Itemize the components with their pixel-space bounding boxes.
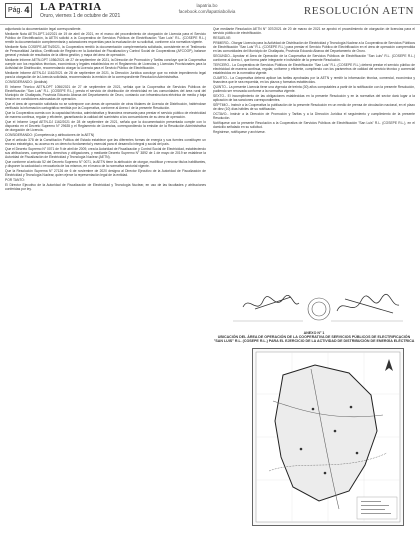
left-column: [5, 27, 206, 532]
paragraph: PRIMERO.- Otorgar Licencia para la Actividad de Distribución de Electricidad y Tecnología Nuclear a la Cooperativa de Servicios Públicos de Electrificación "San Luis" R.L. (COSEPE R.L.) para prestar el Servicio Público de Electrificación en el área de operación comprendida en las comunidades del Municipio de Challapata, Provincia Eduardo Abaroa del Departamento de Oruro.: [213, 41, 415, 53]
paragraph: Que el Informe Legal AETN-DJ 1162/2021 de 28 de septiembre de 2021, señala que la documentación presentada cumple con lo dispuesto en el Decreto Supremo N° 29635 y el Reglamento de Licencias, correspondiendo la emisión de la Resolución Administrativa de otorgación de Licencia.: [5, 120, 206, 132]
paragraph: Que la Cooperativa cuenta con la capacidad técnica, administrativa y financiera necesaria para prestar el servicio público de electricidad de manera continua, regular y eficiente, garantizando la calidad del suministro a los consumidores de su área de operación.: [5, 111, 206, 119]
paragraph: Que conforme al artículo 52 del Decreto Supremo N° 0071, la AETN tiene la atribución de otorgar, modificar y renovar títulos habilitantes, y disponer la caducidad o revocatoria de los mismos, en el marco de la normativa sectorial vigente.: [5, 160, 206, 168]
paragraph: Que el artículo 378 de la Constitución Política del Estado establece que las diferentes formas de energía y sus fuentes constituyen un recurso estratégico, su acceso es un derecho fundamental y esencial para el desarrollo integral y social del país.: [5, 138, 206, 146]
paragraph: CONSIDERANDO: (Competencia y atribuciones de la AETN): [5, 133, 95, 137]
dateline: Oruro, viernes 1 de octubre de 2021: [40, 13, 121, 19]
paragraph: OCTAVO.- Instruir a la Dirección de Promoción y Tarifas y a la Dirección Jurídica el seguimiento y cumplimiento de la presente Resolución.: [213, 112, 415, 120]
annex-title: UBICACIÓN DEL ÁREA DE OPERACIÓN DE LA COOPERATIVA DE SERVICIOS PÚBLICOS DE ELECTRIFICACIÓN "SAN LUIS" R.L. (COSEPE R.L.) PARA EL EJERCICIO DE LA ACTIVIDAD DE DISTRIBUCIÓN DE ENERGÍA ELÉCTRICA: [213, 335, 415, 344]
page-label: Pág.: [8, 7, 23, 14]
website-link: lapatria.bo: [196, 3, 218, 8]
annex-heading: [213, 331, 415, 344]
paragraph: adjuntando la documentación legal correspondiente.: [5, 27, 82, 31]
paragraph: Notifíquese con la presente Resolución a la Cooperativa de Servicios Públicos de Electrificación "San Luis" R.L. (COSEPE R.L.), en el domicilio señalado en su solicitud.: [213, 121, 415, 129]
signature: [243, 295, 299, 309]
official-stamp: [308, 298, 330, 320]
paragraph: Regístrese, notifíquese y archívese.: [213, 130, 266, 134]
map-graphic: [253, 349, 403, 525]
operation-area-map: [252, 348, 404, 526]
right-column: [213, 27, 415, 286]
paragraph: SEGUNDO.- Aprobar el Área de Operación de la Cooperativa de Servicios Públicos de Electrificación "San Luis" R.L. (COSEPE R.L.) conforme al Anexo I, que forma parte integrante e indivisible de la presente Resolución.: [213, 54, 415, 62]
paragraph: CUARTO.- La Cooperativa deberá aplicar las tarifas aprobadas por la AETN y remitir la información técnica, comercial, económica y financiera que le sea requerida, en los plazos y formatos establecidos.: [213, 76, 415, 84]
paragraph: POR TANTO:: [5, 178, 25, 182]
signatures-graphic: [213, 289, 415, 331]
paragraph: Que la Resolución Suprema N° 27126 de 6 de noviembre de 2020 designa al Director Ejecutivo de la Autoridad de Fiscalización de Electricidad y Tecnología Nuclear, quien ejerce la representación legal de la entidad.: [5, 169, 206, 177]
section-title: RESOLUCIÓN AETN: [303, 5, 414, 17]
paragraph: El Director Ejecutivo de la Autoridad de Fiscalización de Electricidad y Tecnología Nuclear, en uso de las facultades y atribuciones conferidas por ley.: [5, 183, 206, 191]
paragraph: CONSIDERANDO: (Análisis): [5, 80, 48, 84]
social-links: [172, 3, 242, 15]
paragraph: RESUELVE:: [213, 36, 232, 40]
page-header: [0, 0, 420, 25]
newspaper-name: LA PATRIA: [40, 1, 102, 13]
paragraph: Que el Decreto Supremo N° 0071 de 9 de abril de 2009, crea la Autoridad de Fiscalización y Control Social de Electricidad, estableciendo sus atribuciones, competencias, derechos y obligaciones, y mediante Decreto Supremo N° 3892 de 1 de mayo de 2019 se establece la Autoridad de Fiscalización de Electricidad y Tecnología Nuclear (AETN).: [5, 147, 206, 159]
signatures-block: [213, 289, 415, 331]
paragraph: Mediante Nota COSEPE-AETN/2021, la Cooperativa remitió la documentación complementaria solicitada, consistente en el Testimonio de Personalidad Jurídica, Certificado de Registro en la Autoridad de Fiscalización y Control Social de Cooperativas (AFCOOP), balance general y estado de resultados de la última gestión, y mapa del área de operación.: [5, 45, 206, 57]
paragraph: TERCERO.- La Cooperativa de Servicios Públicos de Electrificación "San Luis" R.L. (COSEPE R.L.) deberá prestar el servicio público de electricidad de manera continua, regular, uniforme y eficiente, cumpliendo con los parámetros de calidad del servicio técnico y comercial establecidos en la normativa vigente.: [213, 63, 415, 75]
paragraph: Que mediante Resolución AETN N° 307/2021 de 20 de marzo de 2021 se aprobó el procedimiento de otorgación de licencias para el servicio público de electrificación.: [213, 27, 415, 35]
paragraph: Que el área de operación solicitada no se sobrepone con áreas de operación de otros titulares de Licencia de Distribución, habiéndose verificado la información cartográfica remitida por la Cooperativa, conforme al Anexo I de la presente Resolución.: [5, 102, 206, 110]
paragraph: SEXTO.- El incumplimiento de las obligaciones establecidas en la presente Resolución y en la normativa del sector dará lugar a la aplicación de las sanciones correspondientes.: [213, 94, 415, 102]
annex-label: ANEXO N° 1: [303, 331, 325, 335]
paragraph: Mediante Informe AETN-DPT 1056/2021 de 27 de septiembre de 2021, la Dirección de Promoción y Tarifas concluye que la Cooperativa cumple con los requisitos técnicos, económicos y legales establecidos en el Reglamento de Licencias y Licencias Provisionales para la Actividad de Distribución, recomendando otorgar la Licencia para el Servicio Público de Electrificación.: [5, 58, 206, 70]
page-number: 4: [24, 5, 30, 15]
page-number-box: [5, 3, 32, 18]
paragraph: QUINTO.- La presente Licencia tiene una vigencia de treinta (30) años computables a partir de la notificación con la presente Resolución, pudiendo ser renovada conforme a la normativa vigente.: [213, 85, 415, 93]
paragraph: Mediante Nota AETN-DPT-14/2021 de 19 de abril de 2021, en el marco del procedimiento de otorgación de Licencia para el Servicio Público de Electrificación, la AETN solicitó a la Cooperativa de Servicios Públicos de Electrificación "San Luis" R.L. (COSEPE R.L.) remitir la documentación complementaria y aclaraciones requeridas para la evaluación de su solicitud, conforme a la normativa vigente.: [5, 32, 206, 44]
facebook-link: facebook.com/lapatriabolivia: [178, 9, 236, 14]
paragraph: Mediante Informe AETN-DJ 1162/2021 de 28 de septiembre de 2021, la Dirección Jurídica concluye que no existe impedimento legal para la otorgación de la Licencia solicitada, recomendando la emisión de la correspondiente Resolución Administrativa.: [5, 71, 206, 79]
paragraph: El Informe Técnico AETN-DPT 1056/2021 de 27 de septiembre de 2021, señala que la Cooperativa de Servicios Públicos de Electrificación "San Luis" R.L. (COSEPE R.L.) presta el servicio de distribución de electricidad en las comunidades del área rural del Municipio de Challapata, Provincia Eduardo Abaroa del Departamento de Oruro, contando con infraestructura eléctrica de media y baja tensión en condiciones adecuadas de operación.: [5, 85, 206, 101]
paragraph: SÉPTIMO.- Instruir a la Cooperativa la publicación de la presente Resolución en un medio de prensa de circulación nacional, en el plazo de diez (10) días hábiles de su notificación.: [213, 103, 415, 111]
signature: [337, 294, 399, 313]
